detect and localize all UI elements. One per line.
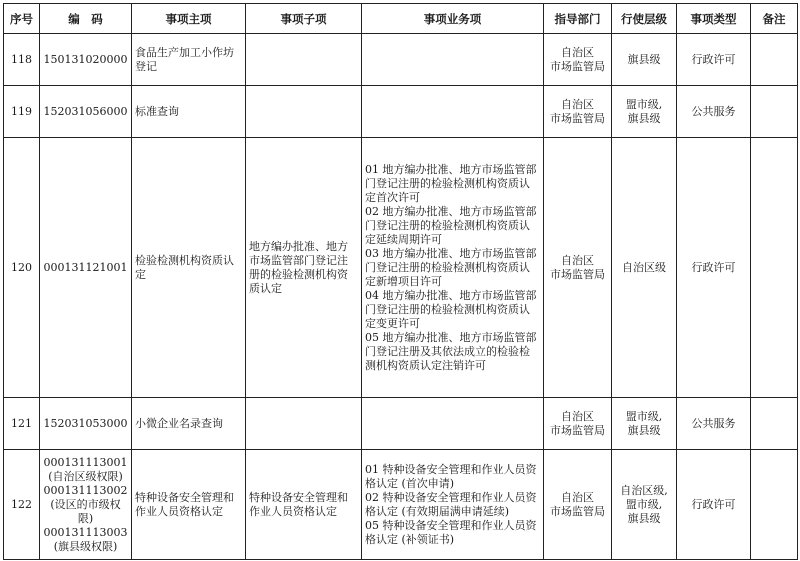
- level-cell-line: 自治区级,: [620, 483, 668, 497]
- level-cell: [612, 450, 677, 560]
- sub-item-cell-line: 特种设备安全管理和作业人员资格认定: [249, 490, 348, 518]
- type-cell-line: 公共服务: [691, 104, 736, 118]
- department-cell-line: 自治区: [561, 409, 594, 423]
- main-item-cell: [132, 398, 246, 450]
- code-cell: [40, 138, 132, 398]
- department-cell-line: 自治区: [561, 253, 594, 267]
- type-cell: [677, 86, 751, 138]
- table-row: [4, 34, 798, 86]
- sub-item-cell: [246, 86, 362, 138]
- row-number: [4, 398, 40, 450]
- row-number-line: 118: [11, 52, 32, 66]
- code-cell-line: 152031053000: [43, 416, 128, 430]
- main-item-cell: [132, 450, 246, 560]
- row-number: [4, 138, 40, 398]
- row-number: [4, 86, 40, 138]
- level-cell-line: 自治区级: [622, 260, 666, 274]
- header-cell: 事项业务项: [362, 4, 544, 34]
- code-cell: [40, 450, 132, 560]
- main-item-cell-line: 特种设备安全管理和作业人员资格认定: [135, 490, 234, 518]
- business-item-cell: [362, 398, 544, 450]
- row-number-line: 122: [11, 497, 32, 511]
- level-cell-line: 旗县级: [627, 52, 661, 66]
- note-cell: [751, 450, 798, 560]
- header-cell: 备注: [751, 4, 798, 34]
- sub-item-cell: [246, 138, 362, 398]
- department-cell: [544, 34, 612, 86]
- type-cell-line: 行政许可: [691, 497, 736, 511]
- sub-item-cell: [246, 450, 362, 560]
- type-cell: [677, 34, 751, 86]
- code-cell: [40, 86, 132, 138]
- matters-table: [3, 3, 798, 560]
- code-cell-line: 000131113003: [43, 525, 128, 539]
- table-row: [4, 86, 798, 138]
- main-item-cell-line: 食品生产加工小作坊登记: [135, 45, 234, 73]
- department-cell-line: 市场监管局: [550, 504, 605, 518]
- department-cell-line: 市场监管局: [550, 111, 605, 125]
- department-cell-line: 自治区: [561, 490, 594, 504]
- business-item-cell-line: 01 地方编办批准、地方市场监管部门登记注册的检验检测机构资质认定首次许可: [365, 162, 537, 204]
- level-cell-line: 旗县级: [627, 511, 661, 525]
- row-number: [4, 450, 40, 560]
- header-cell: 序号: [4, 4, 40, 34]
- table-body: [4, 34, 798, 560]
- department-cell: [544, 450, 612, 560]
- main-item-cell: [132, 86, 246, 138]
- level-cell-line: 盟市级,: [625, 409, 663, 423]
- row-number-line: 121: [11, 416, 32, 430]
- business-item-cell-line: 02 地方编办批准、地方市场监管部门登记注册的检验检测机构资质认定延续周期许可: [365, 204, 537, 246]
- code-cell-line: (设区的市级权限): [50, 497, 121, 525]
- level-cell-line: 盟市级,: [625, 97, 663, 111]
- business-item-cell-line: 04 地方编办批准、地方市场监管部门登记注册的检验检测机构资质认定变更许可: [365, 288, 537, 330]
- row-number-line: 120: [11, 260, 32, 274]
- main-item-cell-line: 标准查询: [135, 104, 179, 118]
- header-cell: 事项类型: [677, 4, 751, 34]
- code-cell: [40, 34, 132, 86]
- code-cell-line: (自治区级权限): [48, 469, 123, 483]
- main-item-cell-line: 检验检测机构资质认定: [135, 253, 234, 281]
- main-item-cell: [132, 138, 246, 398]
- type-cell-line: 公共服务: [691, 416, 736, 430]
- business-item-cell-line: 03 地方编办批准、地方市场监管部门登记注册的检验检测机构资质认定新增项目许可: [365, 246, 537, 288]
- table-row: [4, 450, 798, 560]
- type-cell-line: 行政许可: [691, 260, 736, 274]
- department-cell-line: 市场监管局: [550, 267, 605, 281]
- sub-item-cell: [246, 34, 362, 86]
- level-cell: [612, 34, 677, 86]
- main-item-cell: [132, 34, 246, 86]
- level-cell-line: 盟市级,: [625, 497, 663, 511]
- business-item-cell: [362, 138, 544, 398]
- sub-item-cell: [246, 398, 362, 450]
- type-cell: [677, 450, 751, 560]
- code-cell-line: 000131113001: [43, 455, 128, 469]
- main-item-cell-line: 小微企业名录查询: [135, 416, 223, 430]
- department-cell-line: 自治区: [561, 97, 594, 111]
- type-cell: [677, 398, 751, 450]
- department-cell-line: 自治区: [561, 45, 594, 59]
- code-cell-line: (旗县级权限): [53, 539, 118, 553]
- note-cell: [751, 398, 798, 450]
- business-item-cell: [362, 86, 544, 138]
- note-cell: [751, 138, 798, 398]
- department-cell: [544, 398, 612, 450]
- business-item-cell-line: 05 特种设备安全管理和作业人员资格认定 (补领证书): [365, 518, 537, 546]
- header-cell: 编 码: [40, 4, 132, 34]
- note-cell: [751, 86, 798, 138]
- header-cell: 行使层级: [612, 4, 677, 34]
- business-item-cell-line: 01 特种设备安全管理和作业人员资格认定 (首次申请): [365, 462, 537, 490]
- department-cell: [544, 86, 612, 138]
- code-cell-line: 152031056000: [43, 104, 128, 118]
- level-cell-line: 旗县级: [627, 111, 661, 125]
- level-cell: [612, 398, 677, 450]
- business-item-cell-line: 02 特种设备安全管理和作业人员资格认定 (有效期届满申请延续): [365, 490, 537, 518]
- department-cell-line: 市场监管局: [550, 59, 605, 73]
- business-item-cell: [362, 450, 544, 560]
- type-cell-line: 行政许可: [691, 52, 736, 66]
- type-cell: [677, 138, 751, 398]
- code-cell-line: 000131121001: [43, 260, 128, 274]
- code-cell-line: 000131113002: [43, 483, 128, 497]
- level-cell: [612, 86, 677, 138]
- department-cell: [544, 138, 612, 398]
- header-cell: 指导部门: [544, 4, 612, 34]
- level-cell-line: 旗县级: [627, 423, 661, 437]
- code-cell-line: 150131020000: [43, 52, 128, 66]
- department-cell-line: 市场监管局: [550, 423, 605, 437]
- note-cell: [751, 34, 798, 86]
- code-cell: [40, 398, 132, 450]
- business-item-cell-line: 05 地方编办批准、地方市场监管部门登记注册及其依法成立的检验检测机构资质认定注销许可: [365, 330, 537, 372]
- header-cell: 事项子项: [246, 4, 362, 34]
- sub-item-cell-line: 地方编办批准、地方市场监管部门登记注册的检验检测机构资质认定: [249, 239, 348, 295]
- table-row: [4, 398, 798, 450]
- level-cell: [612, 138, 677, 398]
- business-item-cell: [362, 34, 544, 86]
- header-row: [4, 4, 798, 34]
- row-number-line: 119: [11, 104, 32, 118]
- header-cell: 事项主项: [132, 4, 246, 34]
- table-row: [4, 138, 798, 398]
- row-number: [4, 34, 40, 86]
